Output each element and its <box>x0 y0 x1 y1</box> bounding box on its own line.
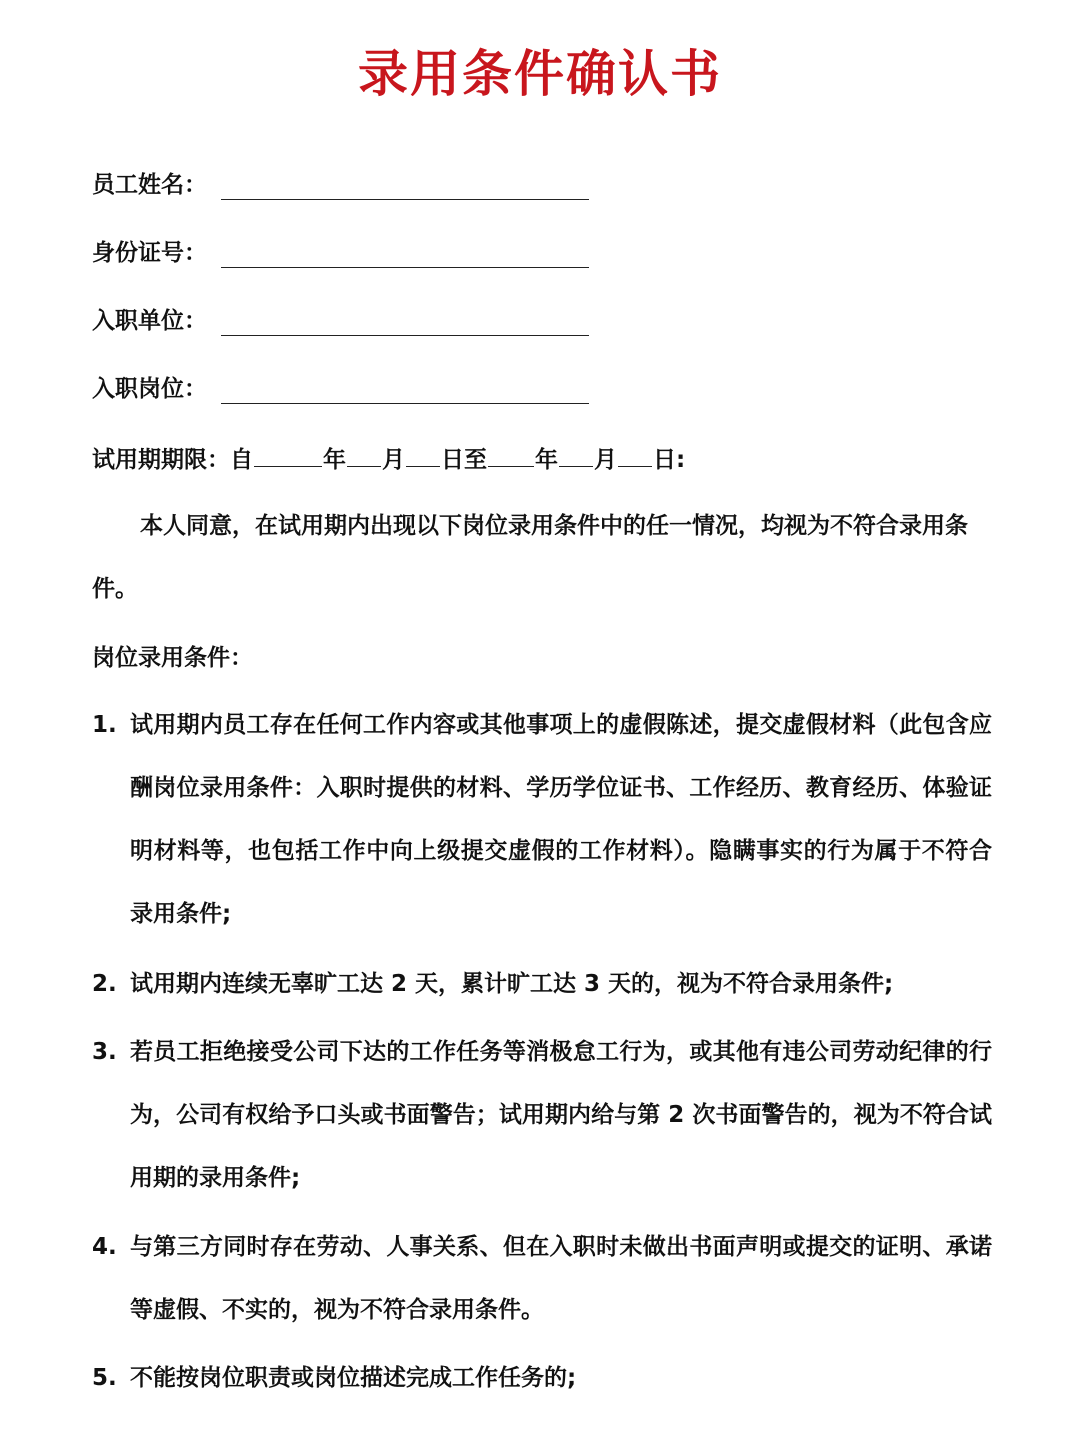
fill-in-line <box>221 239 589 268</box>
fill-in-line <box>221 375 589 404</box>
condition-number: 5. <box>92 1365 117 1391</box>
document-title: 录用条件确认书 <box>358 45 722 103</box>
blank-line <box>254 442 322 467</box>
intro-paragraph: 本人同意，在试用期内出现以下岗位录用条件中的任一情况，均视为不符合录用条件。 <box>92 513 968 602</box>
conditions-heading: 岗位录用条件： <box>92 645 253 671</box>
blank-line <box>559 442 593 467</box>
day-end-label: 日: <box>653 447 686 473</box>
blank-line <box>618 442 652 467</box>
condition-number: 3. <box>92 1039 117 1065</box>
month-label: 月 <box>594 447 617 473</box>
field-job-position <box>92 364 589 404</box>
condition-item <box>92 1216 992 1342</box>
field-id-number <box>92 228 589 268</box>
condition-text: 试用期内连续无辜旷工达 2 天，累计旷工达 3 天的，视为不符合录用条件; <box>130 971 894 997</box>
field-label: 入职单位： <box>92 308 207 334</box>
field-employee-name <box>92 160 589 200</box>
condition-item <box>92 1347 992 1410</box>
condition-text: 试用期内员工存在任何工作内容或其他事项上的虚假陈述，提交虚假材料（此包含应酬岗位录用条件：入职时提供的材料、学历学位证书、工作经历、教育经历、体验证明材料等，也包括工作中向上级提交虚假的工作材料）。隐瞒事实的行为属于不符合录用条件; <box>130 712 992 927</box>
blank-line <box>488 442 534 467</box>
field-label: 入职岗位： <box>92 376 207 402</box>
condition-text: 若员工拒绝接受公司下达的工作任务等消极怠工行为，或其他有违公司劳动纪律的行为，公司有权给予口头或书面警告；试用期内给与第 2 次书面警告的，视为不符合试用期的录用条件; <box>130 1039 992 1191</box>
field-employer-unit <box>92 296 589 336</box>
condition-text: 不能按岗位职责或岗位描述完成工作任务的; <box>130 1365 577 1391</box>
month-label: 月 <box>382 447 405 473</box>
blank-line <box>347 442 381 467</box>
condition-number: 2. <box>92 971 117 997</box>
condition-number: 1. <box>92 712 117 738</box>
year-label: 年 <box>323 447 346 473</box>
field-label: 员工姓名： <box>92 172 207 198</box>
year-label: 年 <box>535 447 558 473</box>
day-to-label: 日至 <box>441 447 487 473</box>
condition-item <box>92 1021 992 1210</box>
probation-period-row <box>92 442 685 476</box>
condition-item <box>92 694 992 946</box>
condition-text: 与第三方同时存在劳动、人事关系、但在入职时未做出书面声明或提交的证明、承诺等虚假、不实的，视为不符合录用条件。 <box>130 1234 992 1323</box>
condition-number: 4. <box>92 1234 117 1260</box>
condition-item <box>92 953 992 1016</box>
field-label: 身份证号： <box>92 240 207 266</box>
fill-in-line <box>221 307 589 336</box>
fill-in-line <box>221 171 589 200</box>
blank-line <box>406 442 440 467</box>
probation-label: 试用期期限：自 <box>92 447 253 473</box>
